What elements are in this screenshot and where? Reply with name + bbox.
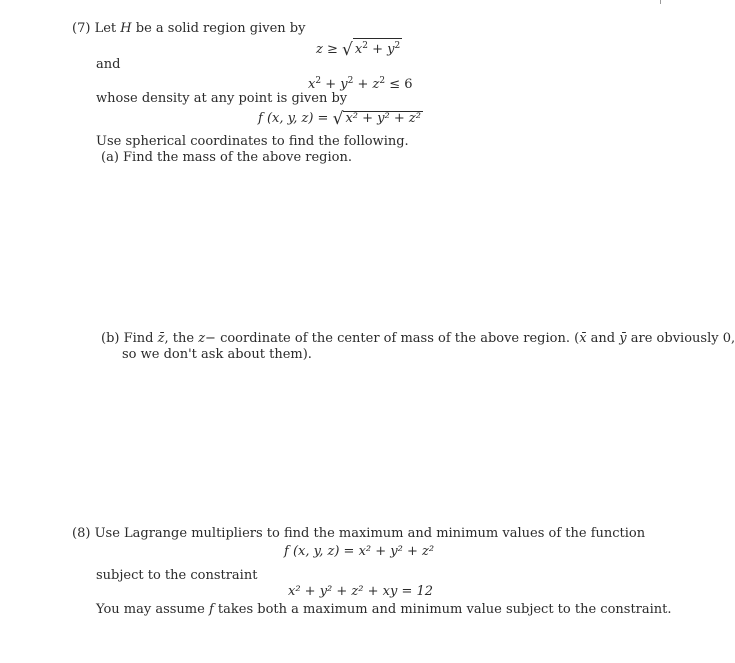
problem-8-intro: (8) Use Lagrange multipliers to find the maximum and minimum values of the function [72, 526, 646, 541]
instruction-text: Use spherical coordinates to find the following. [96, 134, 409, 149]
page-edge-mark [660, 0, 661, 4]
density-text: whose density at any point is given by [96, 91, 348, 106]
problem-7-intro-after: be a solid region given by [135, 21, 306, 36]
region-var: H [120, 21, 132, 36]
inequality-cone: z ≥ √ $x^2 + y^2$ [316, 40, 401, 60]
closing-text: You may assume f takes both a maximum and minimum value subject to the constraint. [96, 602, 672, 617]
part-b-line1: (b) Find z̄, the z− coordinate of the center of mass of the above region. (x̄ and ȳ are obviously 0, [101, 331, 735, 346]
part-b-line2: so we don't ask about them). [122, 347, 312, 362]
constraint-equation: x² + y² + z² + xy = 12 [288, 584, 434, 599]
density-function: f (x, y, z) = √ x² + y² + z² [258, 109, 421, 129]
problem-8-number: (8) [72, 526, 91, 541]
objective-function: f (x, y, z) = x² + y² + z² [284, 544, 435, 559]
sqrt-expression: √ $x^2 + y^2$ [342, 40, 401, 60]
problem-7-number: (7) [72, 21, 91, 36]
part-a-text: (a) Find the mass of the above region. [101, 150, 352, 165]
inequality-sphere: $x^2 + y^2 + z^2 \le 6$ [308, 76, 413, 92]
problem-7-intro-before: Let [94, 21, 117, 36]
problem-7-intro [72, 21, 305, 37]
and-word: and [96, 57, 121, 72]
subject-to-text: subject to the constraint [96, 568, 258, 583]
